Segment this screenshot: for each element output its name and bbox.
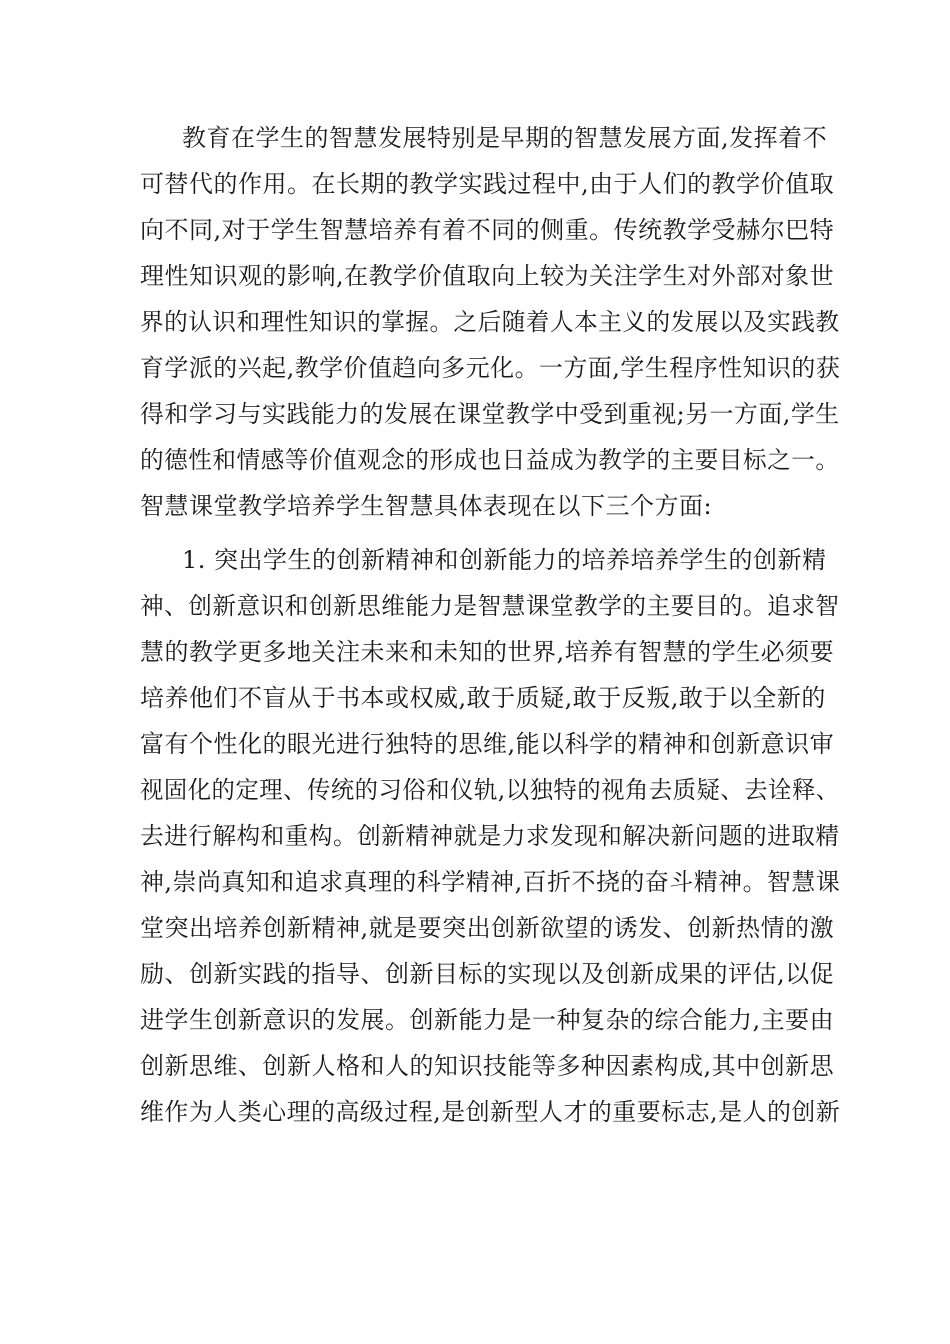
text-line: 育学派的兴起,教学价值趋向多元化。一方面,学生程序性知识的获 [140,354,841,382]
text-line: 神,崇尚真知和追求真理的科学精神,百折不挠的奋斗精神。智慧课 [140,868,841,896]
text-line: 培养他们不盲从于书本或权威,敢于质疑,敢于反叛,敢于以全新的 [140,684,826,712]
text-line: 可替代的作用。在长期的教学实践过程中,由于人们的教学价值取 [140,170,835,198]
text-line: 视固化的定理、传统的习俗和仪轨,以独特的视角去质疑、去诠释、 [140,776,840,804]
text-line: 励、创新实践的指导、创新目标的实现以及创新成果的评估,以促 [140,960,835,988]
text-line: 神、创新意识和创新思维能力是智慧课堂教学的主要目的。追求智 [140,592,840,620]
text-line: 去进行解构和重构。创新精神就是力求发现和解决新问题的进取精 [140,822,840,850]
text-line: 慧的教学更多地关注未来和未知的世界,培养有智慧的学生必须要 [140,638,835,666]
text-line: 得和学习与实践能力的发展在课堂教学中受到重视;另一方面,学生 [140,400,840,428]
text-line: 教育在学生的智慧发展特别是早期的智慧发展方面,发挥着不 [182,124,828,152]
text-line: 理性知识观的影响,在教学价值取向上较为关注学生对外部对象世 [140,262,835,290]
text-line: 界的认识和理性知识的掌握。之后随着人本主义的发展以及实践教 [140,308,840,336]
text-line: 创新思维、创新人格和人的知识技能等多种因素构成,其中创新思 [140,1052,835,1080]
text-line: 向不同,对于学生智慧培养有着不同的侧重。传统教学受赫尔巴特 [140,216,835,244]
text-line: 的德性和情感等价值观念的形成也日益成为教学的主要目标之一。 [140,446,840,474]
text-line: 1. 突出学生的创新精神和创新能力的培养培养学生的创新精 [182,546,827,574]
text-line: 堂突出培养创新精神,就是要突出创新欲望的诱发、创新热情的激 [140,914,835,942]
text-line: 维作为人类心理的高级过程,是创新型人才的重要标志,是人的创新 [140,1098,841,1126]
text-line: 富有个性化的眼光进行独特的思维,能以科学的精神和创新意识审 [140,730,835,758]
text-line: 进学生创新意识的发展。创新能力是一种复杂的综合能力,主要由 [140,1006,835,1034]
text-line: 智慧课堂教学培养学生智慧具体表现在以下三个方面: [140,492,713,520]
